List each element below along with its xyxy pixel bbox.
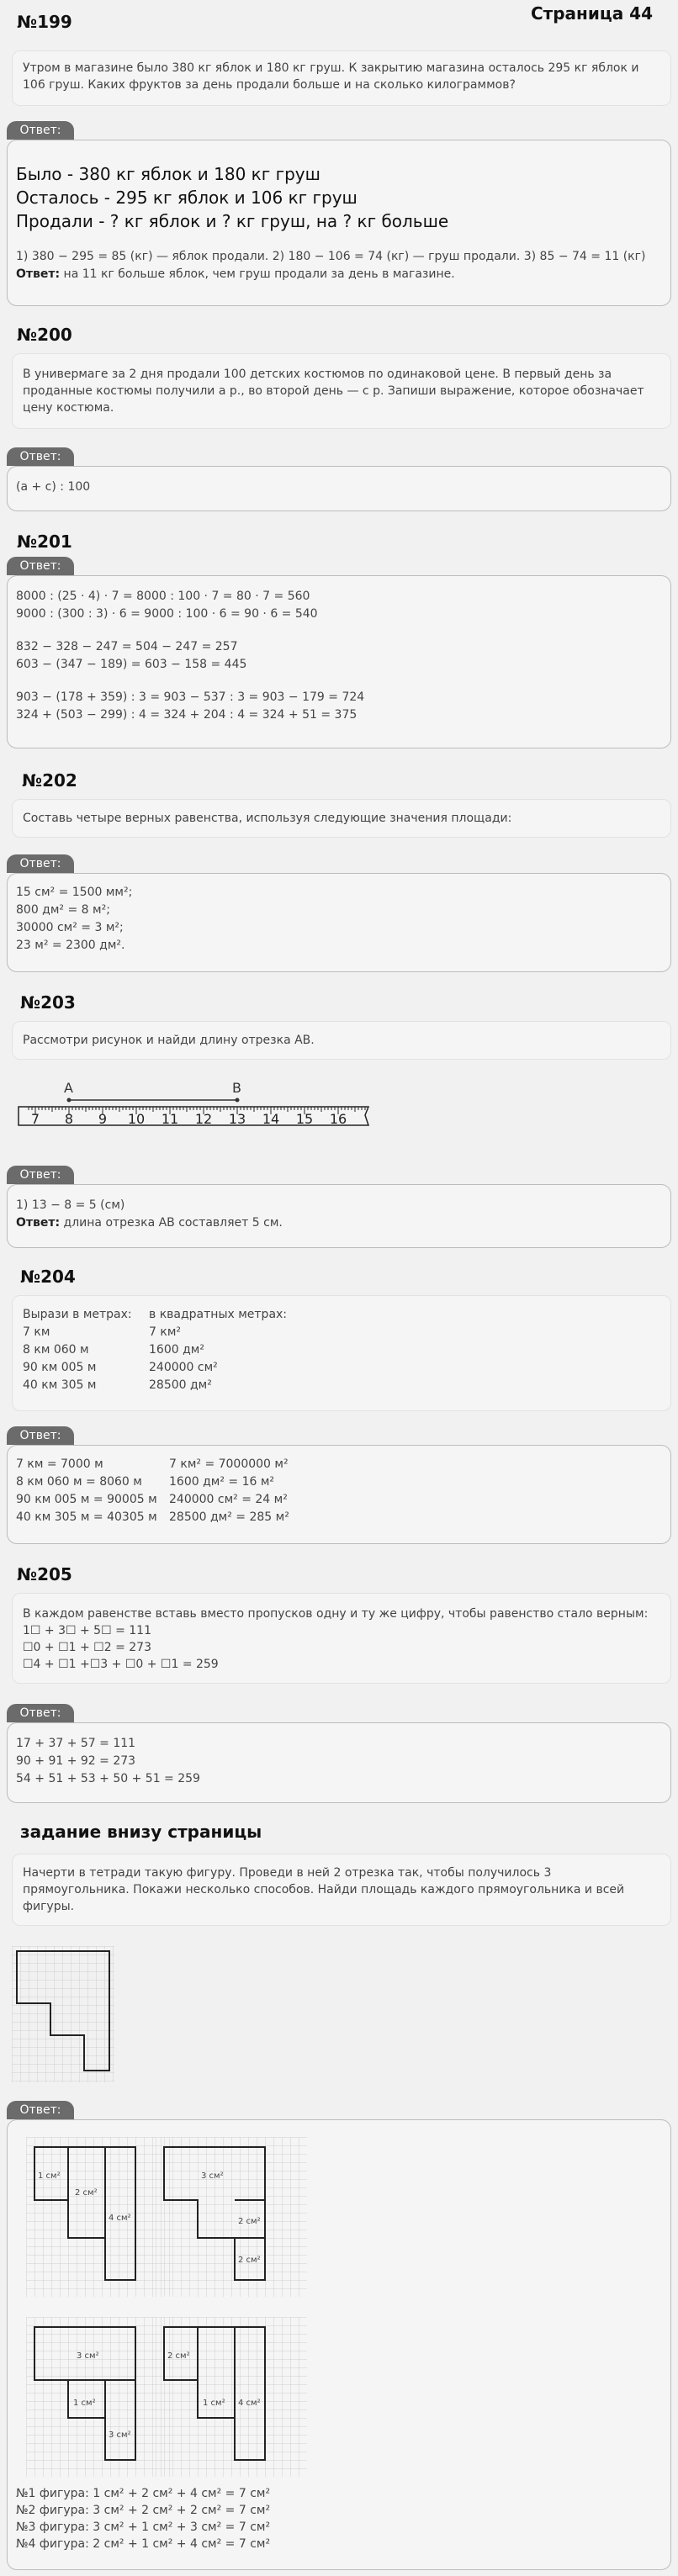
task-201-answer xyxy=(7,575,671,748)
answer-label: Ответ: xyxy=(7,1166,74,1184)
eq-4: 23 м² = 2300 дм². xyxy=(16,939,125,952)
task-205-question: В каждом равенстве вставь вместо пропусков одну и ту же цифру, чтобы равенство стало верным: 1☐ + 3☐ + 5☐ = 111 ☐0 + ☐1 + ☐2 = 273 ☐4 + ☐1 +☐3 + ☐0 + ☐1 = 259 xyxy=(12,1593,671,1684)
solution: 1) 13 − 8 = 5 (см) xyxy=(16,1198,125,1212)
answer-lengths: 7 км = 7000 м 8 км 060 м = 8060 м 90 км 005 м = 90005 м 40 км 305 м = 40305 м xyxy=(16,1457,157,1524)
task-204-title: №204 xyxy=(20,1267,76,1287)
lengths-column: Вырази в метрах: 7 км 8 км 060 м 90 км 005 м 40 км 305 м xyxy=(23,1308,132,1392)
task-202-title: №202 xyxy=(22,770,77,791)
eq-2: 800 дм² = 8 м²; xyxy=(16,903,110,917)
task-203-answer xyxy=(7,1184,671,1248)
ruler-tick-label: 8 xyxy=(64,1111,74,1127)
answer-label: Ответ: xyxy=(7,1704,74,1722)
point-a-label: A xyxy=(64,1080,73,1096)
point-b-label: B xyxy=(232,1080,241,1096)
task-205-answer: 17 + 37 + 57 = 111 90 + 91 + 92 = 273 54 + 51 + 53 + 50 + 51 = 259 xyxy=(7,1722,671,1803)
figure-3: 3 см² 1 см² 3 см² xyxy=(26,2317,177,2477)
answer-label: Ответ: xyxy=(7,557,74,575)
page-number: Страница 44 xyxy=(530,3,653,24)
answer-label: Ответ: xyxy=(7,447,74,466)
eq-3: 30000 см² = 3 м²; xyxy=(16,921,124,934)
ruler-tick-label: 12 xyxy=(194,1111,213,1127)
ruler-figure xyxy=(17,1075,370,1142)
ruler-tick-label: 14 xyxy=(262,1111,280,1127)
expr-1: 8000 : (25 · 4) · 7 = 8000 : 100 · 7 = 80 · 7 = 560 xyxy=(16,590,310,603)
ruler-tick-label: 15 xyxy=(295,1111,314,1127)
ruler-tick-label: 16 xyxy=(329,1111,347,1127)
answer-label: Ответ: xyxy=(7,854,74,873)
bottom-task-question: Начерти в тетради такую фигуру. Проведи в ней 2 отрезка так, чтобы получилось 3 прямоугольника. Покажи несколько способов. Найди площадь каждого прямоугольника и всей фигуры. xyxy=(12,1854,671,1926)
ruler-tick-label: 11 xyxy=(161,1111,179,1127)
expr-3: 832 − 328 − 247 = 504 − 247 = 257 xyxy=(16,640,238,653)
given-3: Продали - ? кг яблок и ? кг груш, на ? кг больше xyxy=(16,211,449,231)
task-201-title: №201 xyxy=(17,532,72,552)
task-199-question: Утром в магазине было 380 кг яблок и 180 кг груш. К закрытию магазина осталось 295 кг яблок и 106 груш. Каких фруктов за день продали больше и на сколько килограммов? xyxy=(12,50,671,106)
figure-4: 2 см² 1 см² 4 см² xyxy=(156,2317,307,2477)
eq-1: 15 см² = 1500 мм²; xyxy=(16,886,133,899)
ruler-tick-label: 10 xyxy=(127,1111,146,1127)
ruler-tick-label: 13 xyxy=(228,1111,246,1127)
areas-column: в квадратных метрах: 7 км² 1600 дм² 240000 см² 28500 дм² xyxy=(149,1308,288,1392)
answer-label: Ответ: xyxy=(7,2101,74,2119)
task-200-answer xyxy=(7,466,671,511)
task-203-question: Рассмотри рисунок и найди длину отрезка АВ. xyxy=(12,1021,671,1060)
original-figure xyxy=(12,1946,114,2082)
ruler-tick-label: 9 xyxy=(98,1111,108,1127)
answer-label: Ответ: xyxy=(7,1426,74,1445)
expr-4: 603 − (347 − 189) = 603 − 158 = 445 xyxy=(16,658,247,671)
solution: 1) 380 − 295 = 85 (кг) — яблок продали. 2) 180 − 106 = 74 (кг) — груш продали. 3) 85 − 74 = 11 (кг) xyxy=(16,250,646,263)
task-200-question: В универмаге за 2 дня продали 100 детских костюмов по одинаковой цене. В первый день за проданные костюмы получили а р., во второй день — с р. Запиши выражение, которое обозначает цену костюма. xyxy=(12,353,671,429)
task-200-title: №200 xyxy=(17,325,72,345)
task-203-title: №203 xyxy=(20,992,76,1013)
ruler xyxy=(17,1075,370,1142)
bottom-task-answer xyxy=(7,2119,671,2570)
given-2: Осталось - 295 кг яблок и 106 кг груш xyxy=(16,188,358,208)
bottom-task-title: задание внизу страницы xyxy=(20,1822,262,1842)
expr-6: 324 + (503 − 299) : 4 = 324 + 204 : 4 = 324 + 51 = 375 xyxy=(16,708,358,722)
final-answer: Ответ: на 11 кг больше яблок, чем груш продали за день в магазине. xyxy=(16,267,455,281)
task-202-answer xyxy=(7,873,671,972)
task-199-title: №199 xyxy=(17,12,72,32)
task-205-title: №205 xyxy=(17,1564,72,1584)
expr-2: 9000 : (300 : 3) · 6 = 9000 : 100 · 6 = 90 · 6 = 540 xyxy=(16,607,318,621)
figure-area-sums: №1 фигура: 1 см² + 2 см² + 4 см² = 7 см² №2 фигура: 3 см² + 2 см² + 2 см² = 7 см² №3 фигура: 3 см² + 1 см² + 3 см² = 7 см² №4 фигура: 2 см² + 1 см² + 4 см² = 7 см² xyxy=(16,2487,271,2551)
task-202-question: Составь четыре верных равенства, используя следующие значения площади: xyxy=(12,799,671,838)
expr-5: 903 − (178 + 359) : 3 = 903 − 537 : 3 = 903 − 179 = 724 xyxy=(16,690,365,704)
figure-1: 1 см² 2 см² 4 см² xyxy=(26,2137,177,2297)
task-204-question xyxy=(12,1295,671,1411)
answer-text: (а + с) : 100 xyxy=(16,480,91,494)
figure-2: 3 см² 2 см² 2 см² xyxy=(156,2137,307,2297)
final-answer: Ответ: длина отрезка АВ составляет 5 см. xyxy=(16,1216,283,1230)
answer-label: Ответ: xyxy=(7,121,74,140)
task-199-answer xyxy=(7,140,671,306)
answer-areas: 7 км² = 7000000 м² 1600 дм² = 16 м² 240000 см² = 24 м² 28500 дм² = 285 м² xyxy=(169,1457,289,1524)
task-204-answer xyxy=(7,1445,671,1544)
ruler-tick-label: 7 xyxy=(30,1111,40,1127)
given-1: Было - 380 кг яблок и 180 кг груш xyxy=(16,164,320,184)
